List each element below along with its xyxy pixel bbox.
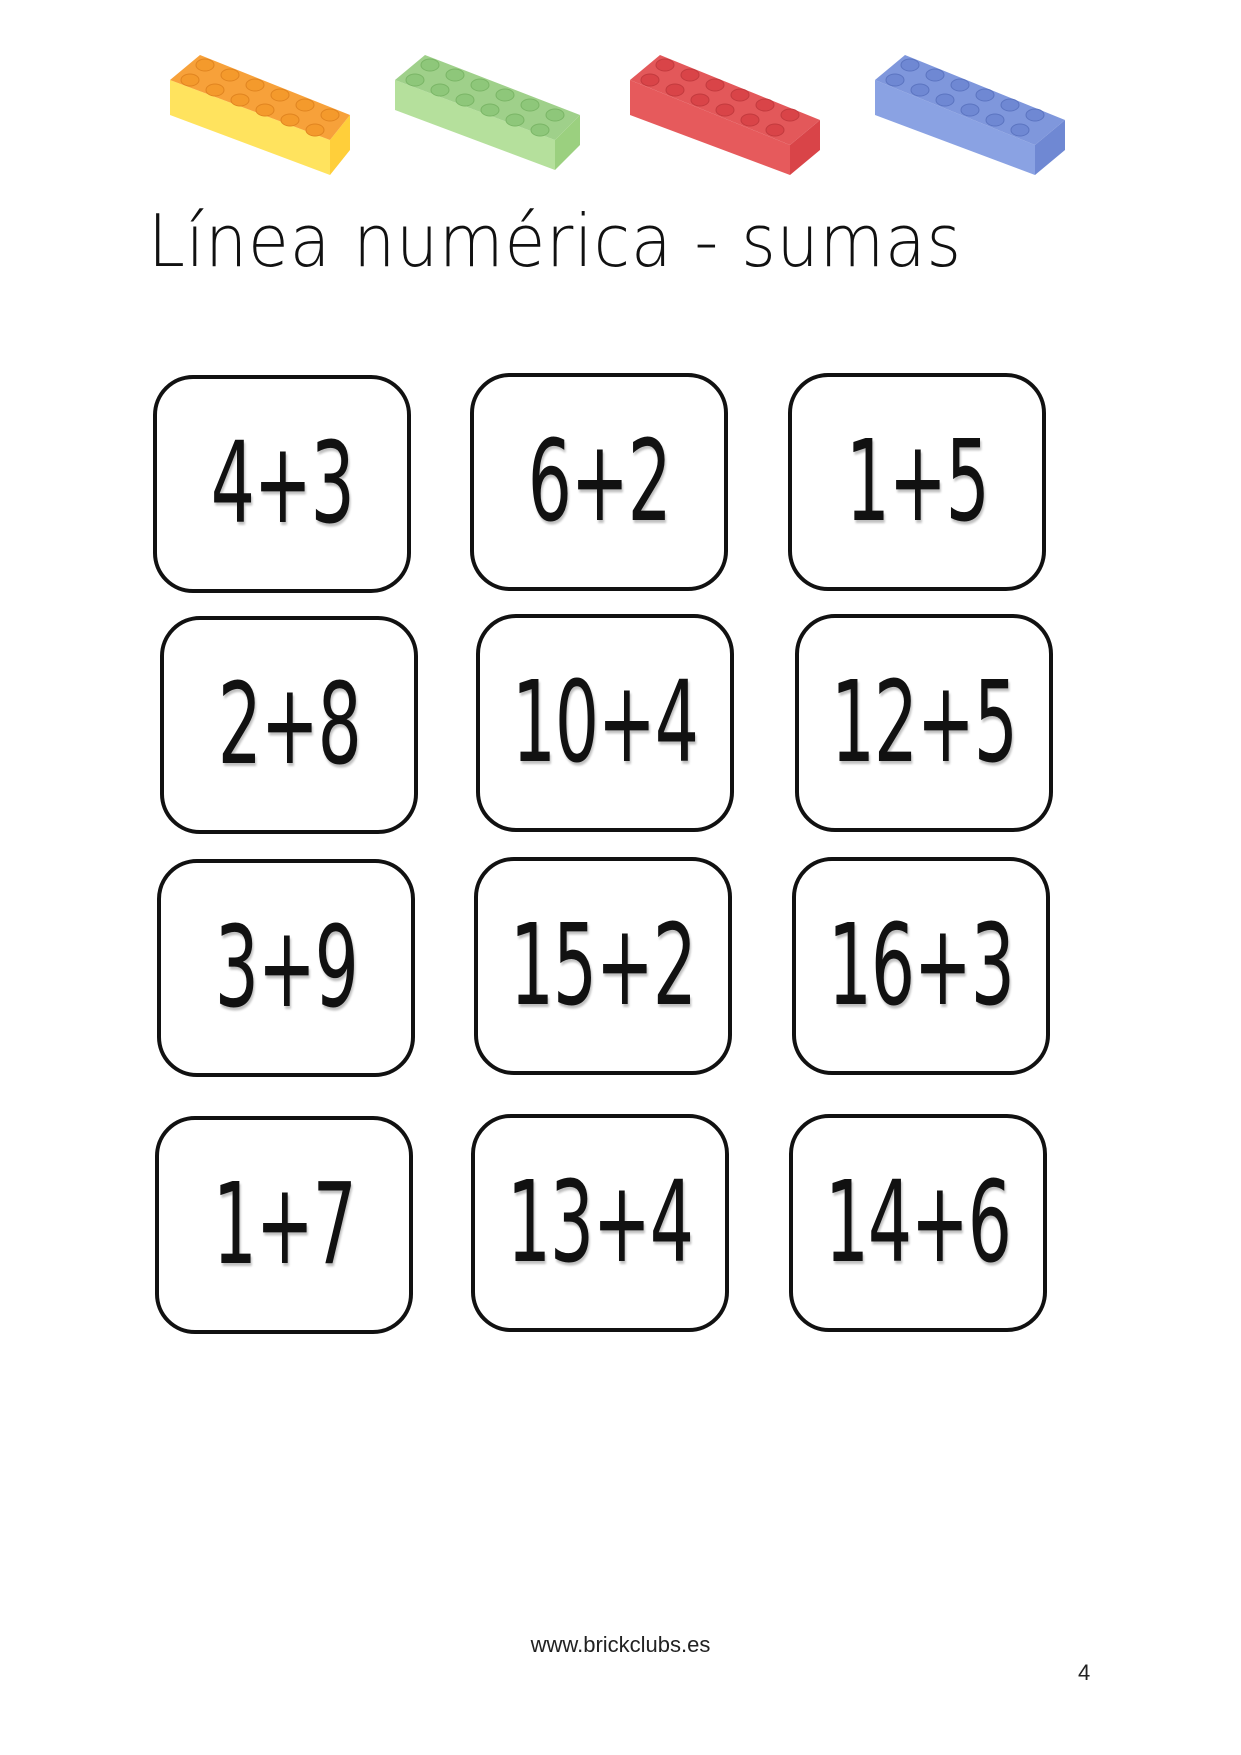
brick-header (0, 25, 1241, 195)
card-expression: 6+2 (527, 417, 671, 547)
addition-card (788, 373, 1046, 591)
page-title: Línea numérica - sumas (148, 199, 962, 283)
addition-card (474, 857, 732, 1075)
card-expression: 12+5 (831, 658, 1017, 788)
card-expression: 13+4 (507, 1158, 693, 1288)
card-expression: 10+4 (512, 658, 698, 788)
addition-card (160, 616, 418, 834)
card-expression: 15+2 (510, 901, 696, 1031)
addition-card (471, 1114, 729, 1332)
addition-card (789, 1114, 1047, 1332)
card-expression: 16+3 (828, 901, 1014, 1031)
addition-card (795, 614, 1053, 832)
addition-card (153, 375, 411, 593)
card-expression: 1+7 (212, 1160, 356, 1290)
addition-card (476, 614, 734, 832)
addition-card (470, 373, 728, 591)
blue-brick-icon (870, 25, 1070, 195)
page-number: 4 (1078, 1660, 1091, 1685)
card-expression: 3+9 (214, 903, 358, 1033)
addition-card (157, 859, 415, 1077)
card-expression: 1+5 (845, 417, 989, 547)
card-expression: 14+6 (825, 1158, 1011, 1288)
card-expression: 4+3 (210, 419, 354, 549)
green-brick-icon (390, 25, 590, 195)
orange-yellow-brick-icon (160, 25, 360, 195)
footer-url: www.brickclubs.es (530, 1632, 711, 1657)
addition-card (792, 857, 1050, 1075)
red-brick-icon (625, 25, 825, 195)
card-expression: 2+8 (217, 660, 361, 790)
addition-card (155, 1116, 413, 1334)
